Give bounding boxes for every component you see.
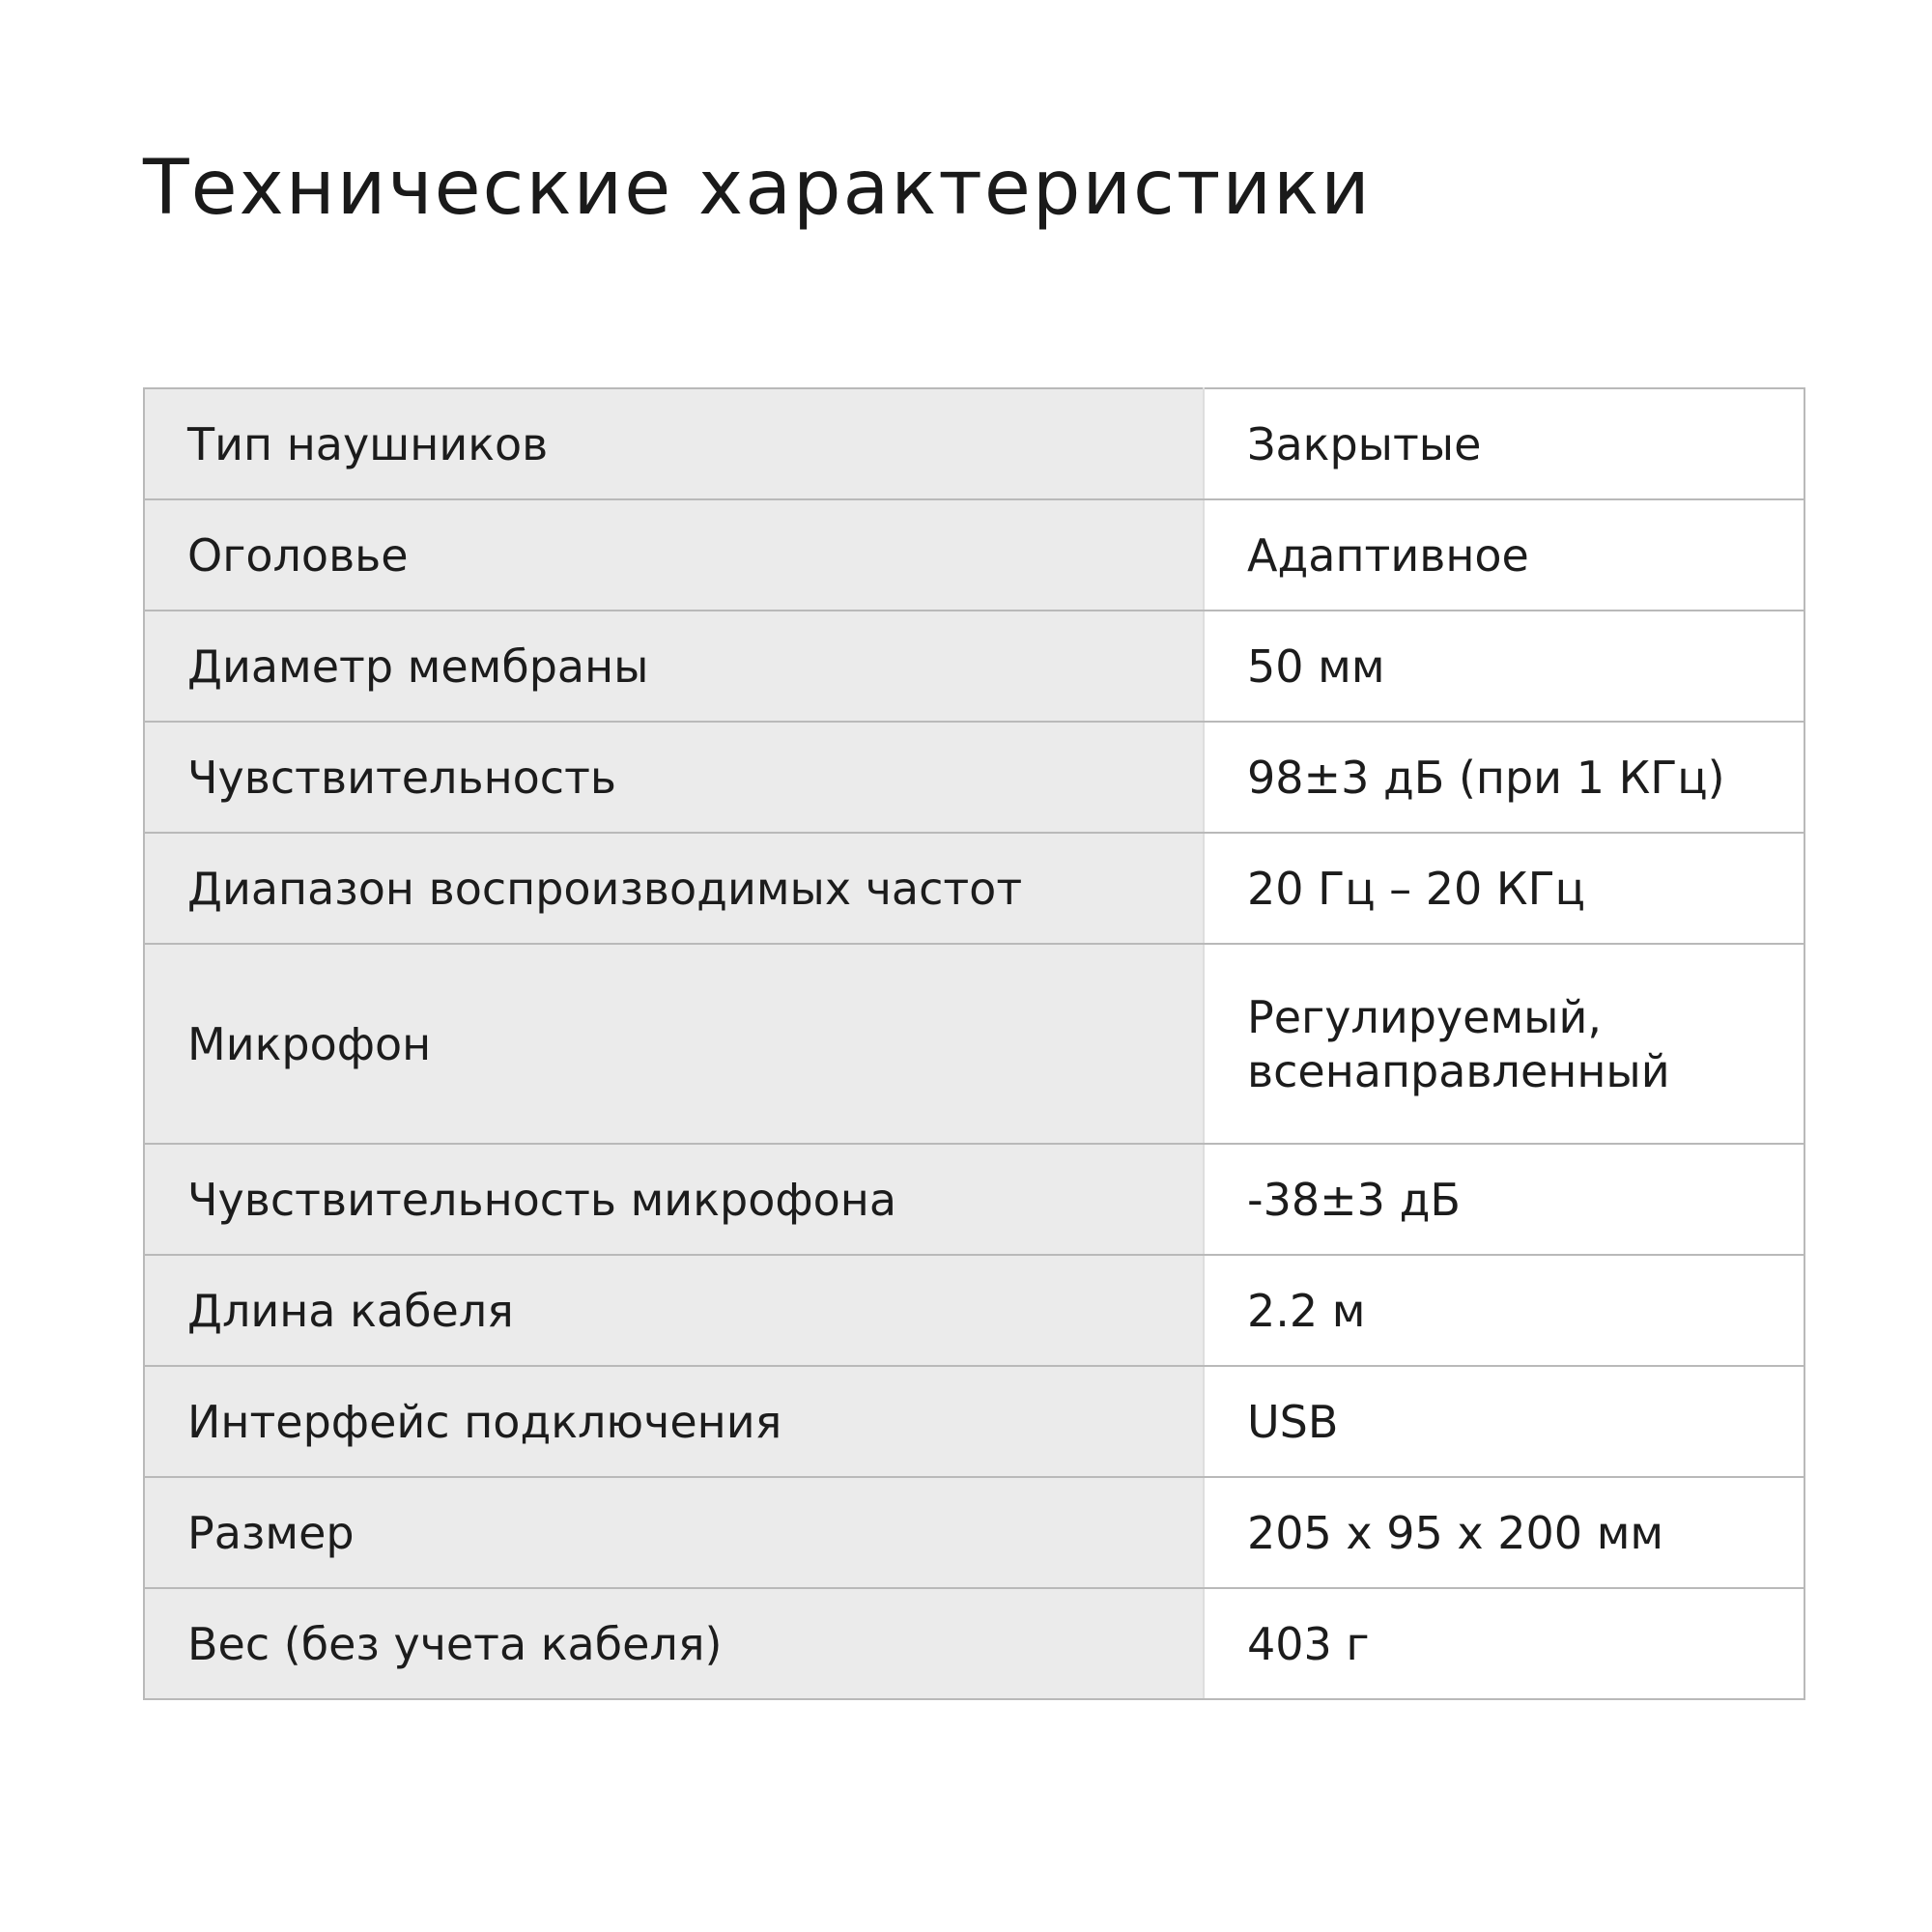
spec-label: Диапазон воспроизводимых частот <box>144 833 1204 944</box>
spec-table <box>143 387 1805 1700</box>
spec-row-driver-diameter <box>144 611 1804 722</box>
spec-row-size <box>144 1477 1804 1588</box>
spec-label: Чувствительность микрофона <box>144 1144 1204 1255</box>
spec-label: Размер <box>144 1477 1204 1588</box>
spec-label: Интерфейс подключения <box>144 1366 1204 1477</box>
spec-value: 205 x 95 x 200 мм <box>1204 1477 1804 1588</box>
spec-value: 50 мм <box>1204 611 1804 722</box>
spec-label: Оголовье <box>144 499 1204 611</box>
spec-label: Длина кабеля <box>144 1255 1204 1366</box>
spec-row-interface <box>144 1366 1804 1477</box>
spec-value: Регулируемый, всенаправленный <box>1204 944 1804 1144</box>
spec-value: 403 г <box>1204 1588 1804 1699</box>
spec-row-headphone-type <box>144 388 1804 499</box>
spec-row-microphone <box>144 944 1804 1144</box>
spec-label: Микрофон <box>144 944 1204 1144</box>
spec-value: 20 Гц – 20 КГц <box>1204 833 1804 944</box>
page-title: Технические характеристики <box>143 145 1372 232</box>
spec-row-mic-sensitivity <box>144 1144 1804 1255</box>
spec-label: Диаметр мембраны <box>144 611 1204 722</box>
spec-row-weight <box>144 1588 1804 1699</box>
spec-value: USB <box>1204 1366 1804 1477</box>
spec-row-cable-length <box>144 1255 1804 1366</box>
spec-label: Вес (без учета кабеля) <box>144 1588 1204 1699</box>
spec-value: 98±3 дБ (при 1 КГц) <box>1204 722 1804 833</box>
spec-value: 2.2 м <box>1204 1255 1804 1366</box>
spec-value: -38±3 дБ <box>1204 1144 1804 1255</box>
spec-row-headband <box>144 499 1804 611</box>
spec-value: Закрытые <box>1204 388 1804 499</box>
spec-value: Адаптивное <box>1204 499 1804 611</box>
spec-label: Чувствительность <box>144 722 1204 833</box>
spec-label: Тип наушников <box>144 388 1204 499</box>
spec-row-frequency-range <box>144 833 1804 944</box>
spec-row-sensitivity <box>144 722 1804 833</box>
